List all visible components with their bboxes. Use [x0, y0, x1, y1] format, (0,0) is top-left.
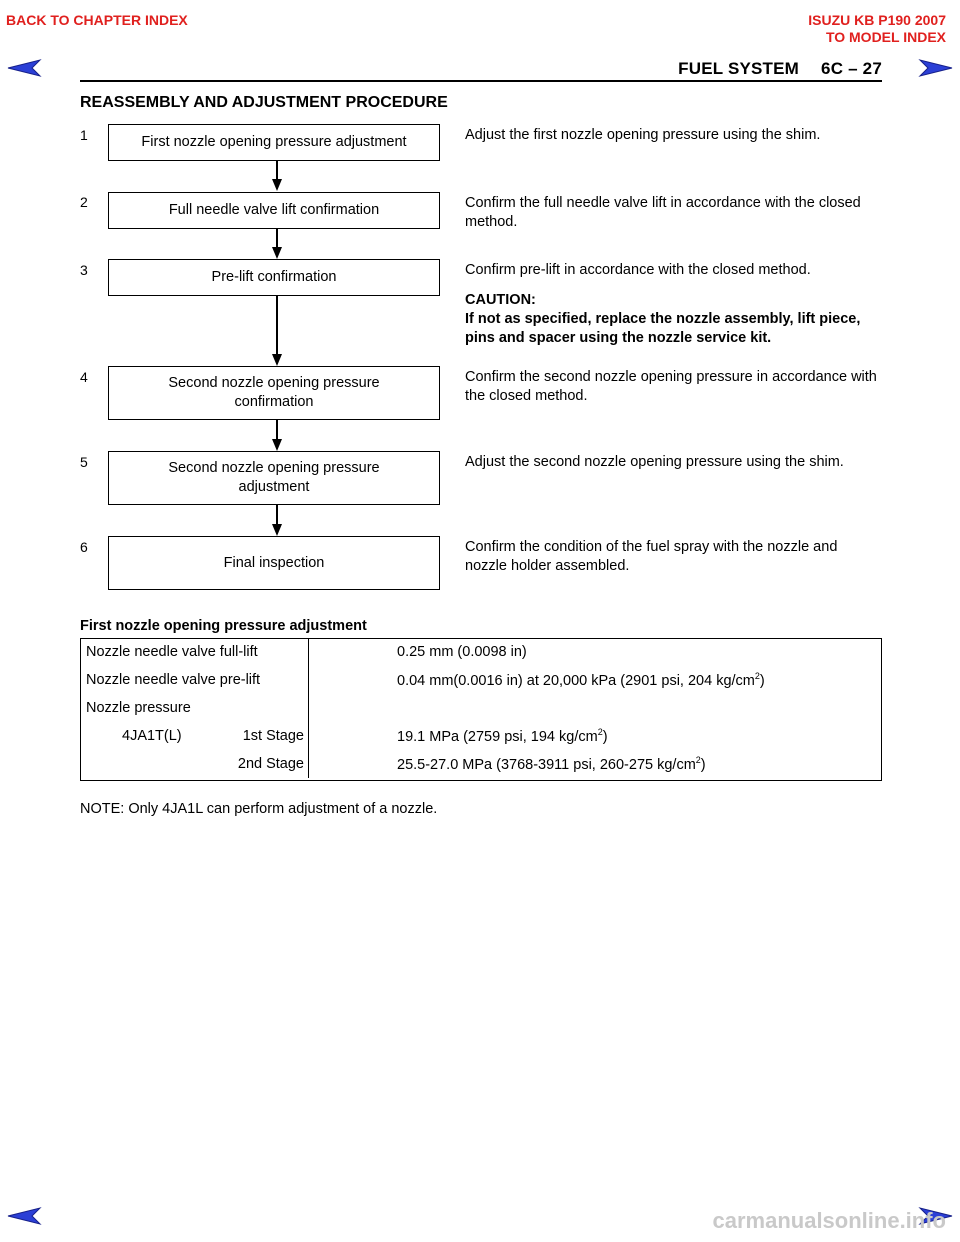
- table-row: [80, 666, 882, 694]
- header-rule: [80, 80, 882, 82]
- model-index-block: [808, 12, 946, 46]
- flow-box-final-inspection: [108, 536, 440, 590]
- page-title: REASSEMBLY AND ADJUSTMENT PROCEDURE: [80, 94, 448, 111]
- spec-value: [309, 750, 883, 778]
- spec-title: First nozzle opening pressure adjustment: [80, 618, 367, 634]
- flow-arrowhead-3: [272, 354, 282, 366]
- spec-stage-cell: [80, 722, 309, 750]
- flow-box-second-nozzle-confirmation: [108, 366, 440, 420]
- spec-value-close: ): [602, 728, 608, 745]
- flow-box-pre-lift: [108, 259, 440, 296]
- flow-box-label: First nozzle opening pressure adjustment: [141, 134, 407, 150]
- watermark: carmanualsonline.info: [712, 1208, 946, 1233]
- flow-box-first-nozzle-adjustment: [108, 124, 440, 161]
- step-desc-1: Adjust the first nozzle opening pressure using the shim.: [465, 127, 821, 143]
- flow-connector-2: [276, 229, 278, 248]
- flow-box-label: Second nozzle opening pressure confirmation: [168, 375, 380, 410]
- page-header: [678, 59, 882, 79]
- header-page-number: 6C – 27: [821, 59, 882, 78]
- flow-connector-5: [276, 505, 278, 524]
- step-desc-5: Adjust the second nozzle opening pressure using the shim.: [465, 454, 844, 470]
- spec-model: [86, 756, 122, 772]
- to-model-index-link[interactable]: TO MODEL INDEX: [825, 29, 946, 45]
- flow-box-label: Full needle valve lift confirmation: [168, 202, 380, 218]
- spec-value-sup: 2: [695, 755, 701, 766]
- note-text: NOTE: Only 4JA1L can perform adjustment of a nozzle.: [80, 801, 438, 817]
- flow-box-label: Pre-lift confirmation: [211, 269, 337, 285]
- flow-arrowhead-4: [272, 439, 282, 451]
- step-desc-3: Confirm pre-lift in accordance with the closed method.: [465, 262, 811, 278]
- prev-page-arrow-icon[interactable]: [6, 58, 42, 78]
- spec-label: Nozzle pressure: [80, 694, 309, 722]
- prev-page-arrow-icon[interactable]: [6, 1206, 42, 1226]
- table-row: [80, 638, 882, 666]
- flow-arrowhead-1: [272, 179, 282, 191]
- flow-box-label: Final inspection: [223, 554, 325, 571]
- spec-label: Nozzle needle valve pre-lift: [80, 666, 309, 694]
- step-desc-6: Confirm the condition of the fuel spray with the nozzle and nozzle holder assembled.: [465, 539, 838, 574]
- spec-model: 4JA1T(L): [122, 728, 182, 744]
- spec-value: [309, 694, 883, 722]
- step-number-4: 4: [80, 369, 88, 385]
- step-desc-4: Confirm the second nozzle opening pressure in accordance with the closed method.: [465, 369, 877, 404]
- step-number-3: 3: [80, 262, 88, 278]
- flow-arrowhead-5: [272, 524, 282, 536]
- spec-value-text: 25.5-27.0 MPa (3768-3911 psi, 260-275 kg/cm: [397, 756, 696, 773]
- spec-value: 0.25 mm (0.0098 in): [397, 644, 527, 660]
- spec-stage-cell: [80, 750, 309, 778]
- spec-value-sup: 2: [597, 727, 603, 738]
- flow-box-second-nozzle-adjustment: [108, 451, 440, 505]
- step-number-1: 1: [80, 127, 88, 143]
- flow-connector-3: [276, 296, 278, 354]
- spec-value: [309, 666, 883, 694]
- spec-value-text: 0.04 mm(0.0016 in) at 20,000 kPa (2901 psi, 204 kg/cm: [397, 672, 755, 689]
- step-number-6: 6: [80, 539, 88, 555]
- step-number-2: 2: [80, 194, 88, 210]
- spec-stage: 2nd Stage: [237, 756, 304, 772]
- next-page-arrow-icon[interactable]: [918, 58, 954, 78]
- step-number-5: 5: [80, 454, 88, 470]
- model-title-link[interactable]: ISUZU KB P190 2007: [808, 12, 946, 28]
- caution-label: CAUTION:: [465, 292, 536, 308]
- table-row: [80, 722, 882, 750]
- step-desc-2: Confirm the full needle valve lift in accordance with the closed method.: [465, 195, 861, 230]
- flow-connector-4: [276, 420, 278, 439]
- flow-connector-1: [276, 161, 278, 180]
- flow-box-label: Second nozzle opening pressure adjustment: [168, 460, 380, 495]
- table-row: [80, 750, 882, 778]
- spec-value-sup: 2: [754, 671, 760, 682]
- spec-value-close: ): [759, 672, 765, 689]
- header-section: FUEL SYSTEM: [678, 59, 800, 78]
- spec-value: [309, 722, 883, 750]
- spec-value-text: 19.1 MPa (2759 psi, 194 kg/cm: [397, 728, 598, 745]
- flow-box-full-needle-lift: [108, 192, 440, 229]
- spec-value-close: ): [700, 756, 706, 773]
- spec-table: [80, 638, 882, 778]
- caution-text: If not as specified, replace the nozzle assembly, lift piece, pins and spacer using the nozzle service kit.: [465, 311, 861, 346]
- spec-stage: 1st Stage: [242, 728, 304, 744]
- table-row: [80, 694, 882, 722]
- back-to-chapter-index-link[interactable]: BACK TO CHAPTER INDEX: [6, 12, 188, 28]
- spec-label: Nozzle needle valve full-lift: [80, 638, 309, 666]
- flow-arrowhead-2: [272, 247, 282, 259]
